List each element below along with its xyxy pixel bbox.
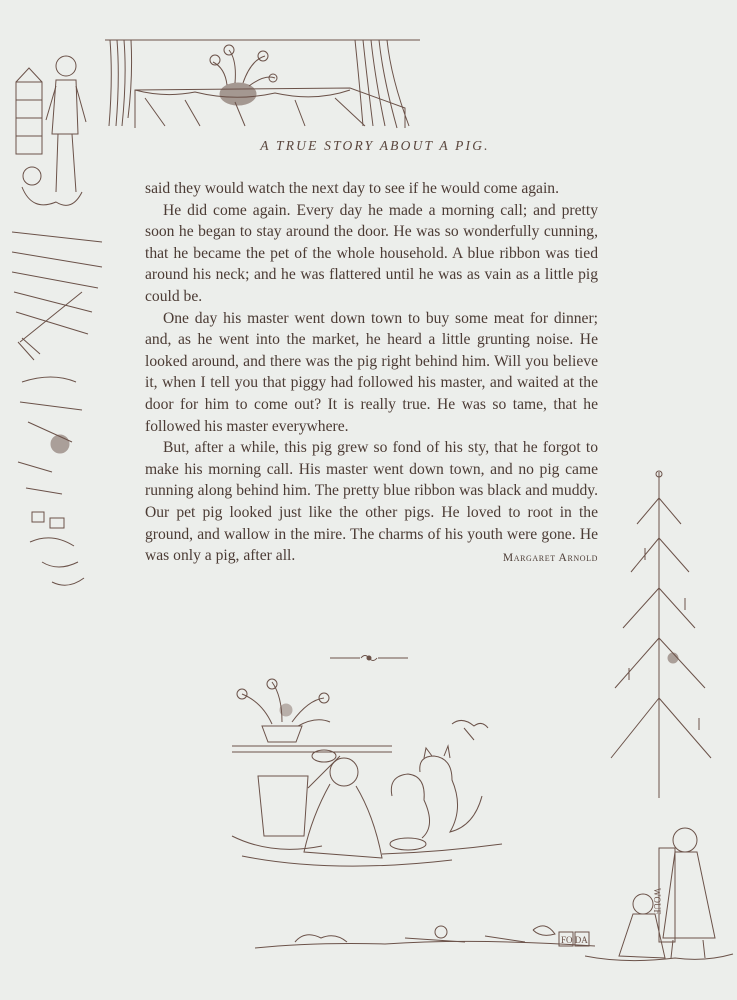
story-paragraph: One day his master went down town to buy some meat for dinner; and, as he went into the market, he heard a little grunting noise. He looked around, and there was the pig right behind him. Will you believe it, when I tell you that piggy had followed his master, and waited at the door for him to come out? It is really true. He was so tame, that he followed his master everywhere.: [145, 309, 598, 435]
story-body: [145, 178, 598, 570]
divider-ornament: [330, 652, 408, 664]
right-border-tree-illustration: [585, 468, 735, 968]
block-column-letters: WOUF: [652, 888, 662, 915]
girl-kittens-illustration: [212, 676, 532, 876]
curtain-table-illustration: [105, 38, 420, 130]
story-paragraph: He did come again. Every day he made a morning call; and pretty soon he began to stay around the door. He was so wonderfully cunning, that he became the pet of the whole household. A blue ribbon was tied around his neck; and he was flattered until he was as vain as a little pig could be.: [145, 201, 598, 305]
left-border-toys-illustration: [12, 42, 104, 592]
block-letters: FO DA: [561, 935, 588, 945]
story-paragraph-text: But, after a while, this pig grew so fond of his sty, that he forgot to make his morning call. His master went down town, and no pig came running along behind him. The pretty blue ribbon was black and muddy. Our pet pig looked just like the other pigs. He loved to root in the ground, and wallow in the mire. The charms of his youth were gone. He was only a pig, after all.: [145, 439, 598, 565]
author-signature: Margaret Arnold: [502, 552, 598, 565]
story-paragraph: said they would watch the next day to see if he would come again.: [145, 180, 559, 197]
bottom-floor-toys-illustration: [255, 912, 595, 958]
story-paragraph-last: [145, 437, 598, 567]
story-title: A TRUE STORY ABOUT A PIG.: [260, 138, 490, 153]
